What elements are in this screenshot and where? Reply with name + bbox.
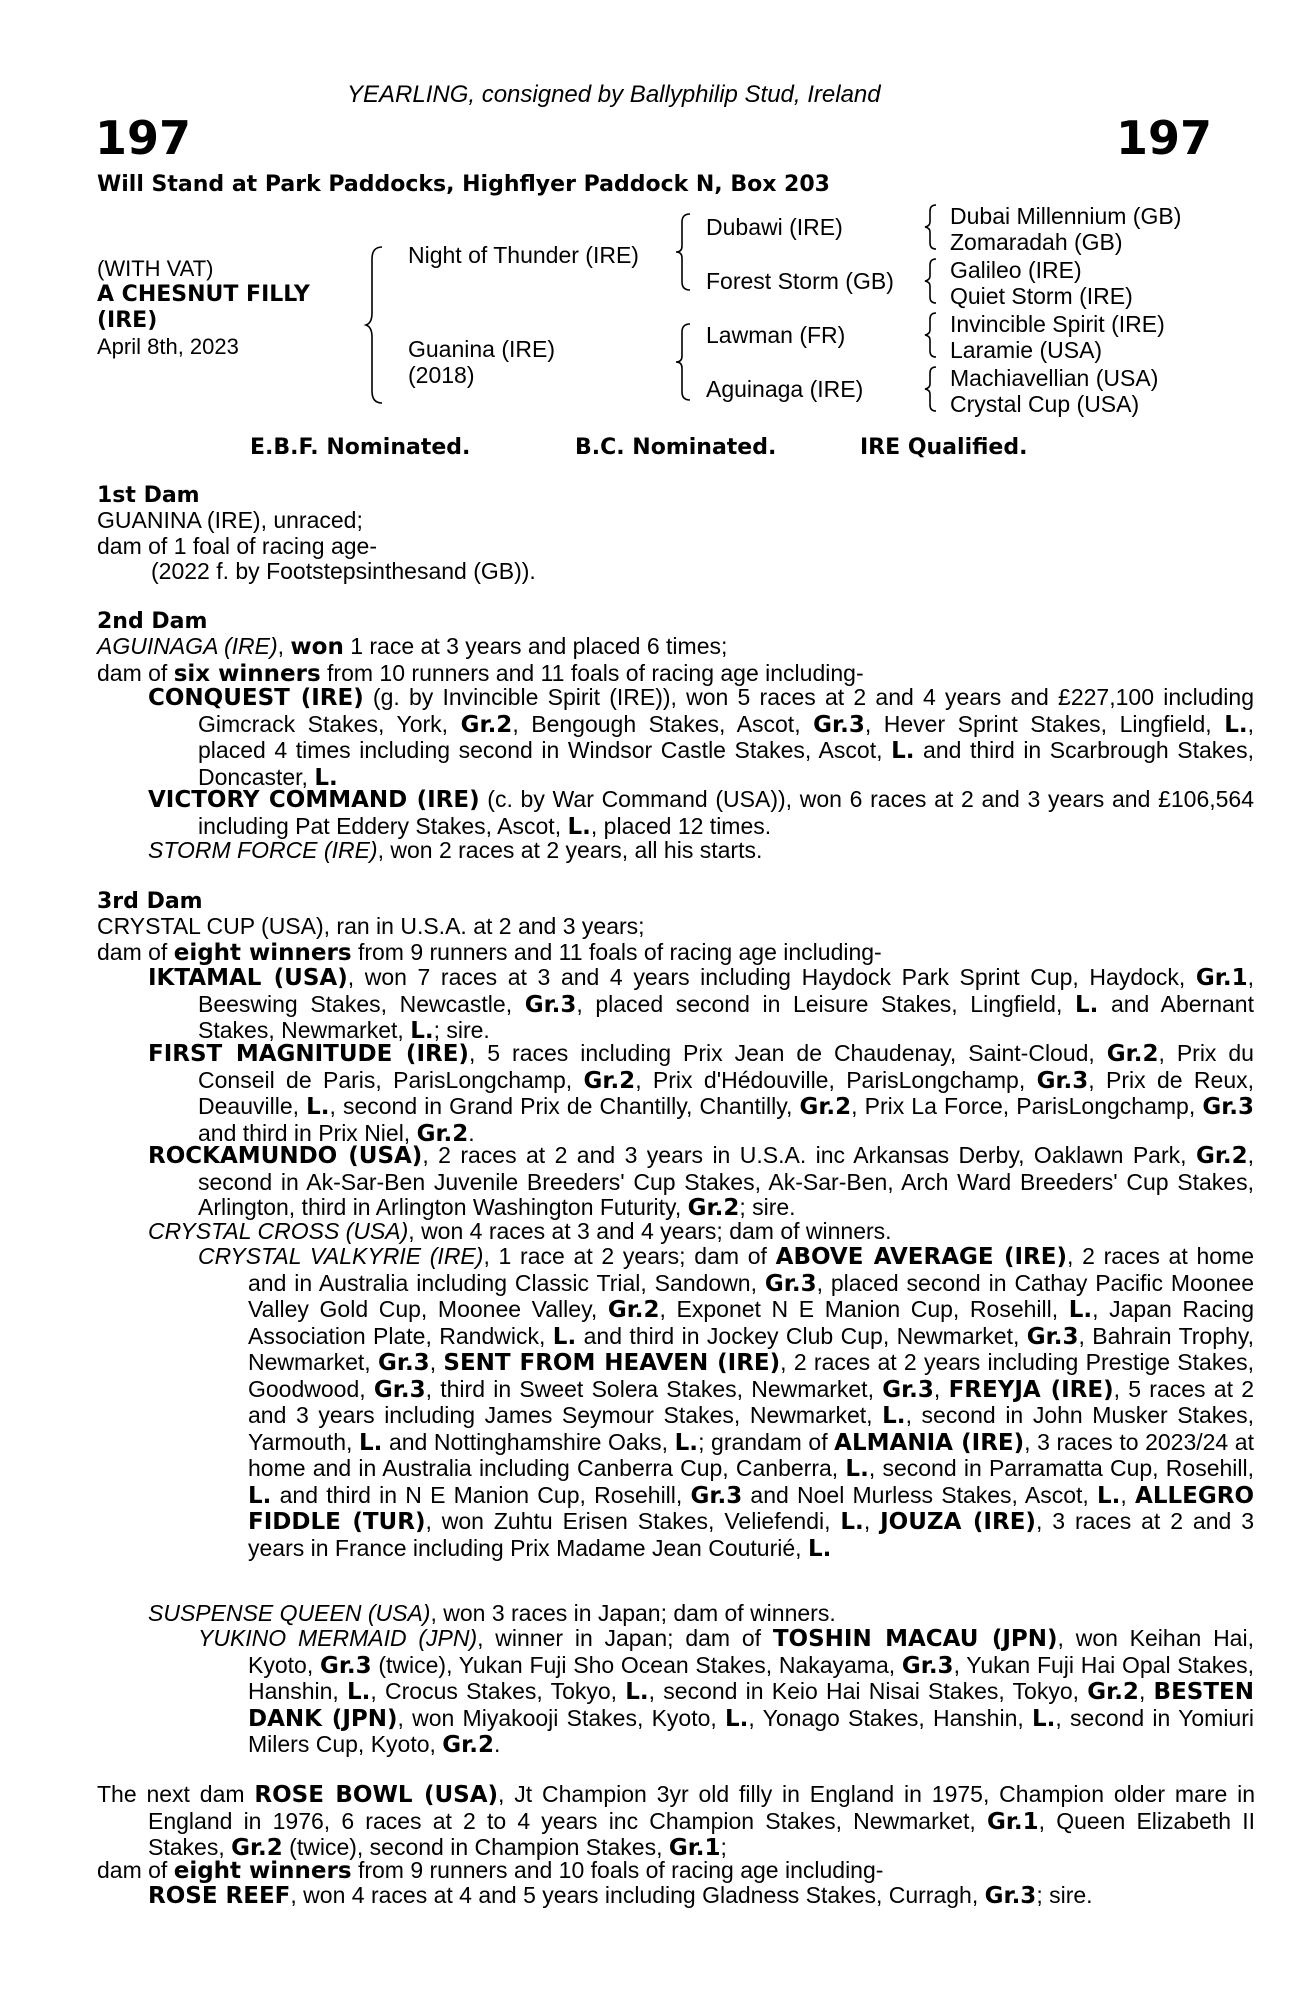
pedigree-dam-dam: Aguinaga (IRE) <box>706 376 864 402</box>
pedigree-sire: Night of Thunder (IRE) <box>408 242 639 268</box>
vat-note: (WITH VAT) <box>97 256 214 281</box>
progeny-suspense-queen: SUSPENSE QUEEN (USA), won 3 races in Japan; dam of winners. <box>148 1600 836 1626</box>
progeny-yukino-mermaid: YUKINO MERMAID (JPN), winner in Japan; dam of TOSHIN MACAU (JPN), won Keihan Hai, Kyoto, Gr.3 (twice), Yukan Fuji Sho Ocean Stakes, Nakayama, Gr.3, Yukan Fuji Hai Opal Stakes, Hanshin, L., Crocus Stakes, Tokyo, L., second in Keio Hai Nisai Stakes, Tokyo, Gr.2, BESTEN DANK (JPN), won Miyakooji Stakes, Kyoto, L., Yonago Stakes, Hanshin, L., second in Yomiuri Milers Cup, Kyoto, Gr.2. <box>198 1625 1255 1758</box>
foaling-date: April 8th, 2023 <box>97 334 239 359</box>
progeny-storm-force: STORM FORCE (IRE), won 2 races at 2 years, all his starts. <box>148 837 763 863</box>
next-dam-summary: dam of eight winners from 9 runners and 10 foals of racing age including- <box>97 1857 884 1884</box>
first-dam-heading: 1st Dam <box>97 483 200 508</box>
pedigree-dam-sire: Lawman (FR) <box>706 322 846 348</box>
pedigree-gg-2: Zomaradah (GB) <box>950 229 1123 255</box>
horse-description <box>97 256 310 360</box>
pedigree-sire-dam: Forest Storm (GB) <box>706 268 894 294</box>
pedigree-gg-1: Dubai Millennium (GB) <box>950 203 1182 229</box>
progeny-iktamal: IKTAMAL (USA), won 7 races at 3 and 4 years including Haydock Park Sprint Cup, Haydock, Gr.1, Beeswing Stakes, Newcastle, Gr.3, placed second in Leisure Stakes, Lingfield, L. and Abernant Stakes, Newmarket, L.; sire. <box>148 964 1254 1044</box>
pedigree-gg-5: Invincible Spirit (IRE) <box>950 311 1165 337</box>
progeny-conquest: CONQUEST (IRE) (g. by Invincible Spirit (IRE)), won 5 races at 2 and 4 years and £227,100 including Gimcrack Stakes, York, Gr.2, Bengough Stakes, Ascot, Gr.3, Hever Sprint Stakes, Lingfield, L., placed 4 times including second in Windsor Castle Stakes, Ascot, L. and third in Scarbrough Stakes, Doncaster, L. <box>148 684 1254 791</box>
pedigree-dam <box>408 336 555 388</box>
progeny-rockamundo: ROCKAMUNDO (USA), 2 races at 2 and 3 years in U.S.A. inc Arkansas Derby, Oaklawn Park, Gr.2, second in Ak-Sar-Ben Juvenile Breeders' Cup Stakes, Ak-Sar-Ben, Arch Ward Breeders' Cup Stakes, Arlington, third in Arlington Washington Futurity, Gr.2; sire. <box>148 1142 1255 1221</box>
pedigree-dam-year: (2018) <box>408 362 475 388</box>
horse-title-country: (IRE) <box>97 308 158 333</box>
first-dam-text: GUANINA (IRE), unraced; dam of 1 foal of racing age- (2022 f. by Footstepsinthesand (GB)). <box>97 507 536 584</box>
lot-number-right: 197 <box>1116 111 1213 165</box>
pedigree-brace-dam <box>676 322 696 402</box>
pedigree-dam-name: Guanina (IRE) <box>408 336 556 362</box>
pedigree-sire-sire: Dubawi (IRE) <box>706 214 843 240</box>
pedigree-gg-8: Crystal Cup (USA) <box>950 391 1140 417</box>
bc-nomination: B.C. Nominated. <box>575 435 777 460</box>
progeny-crystal-valkyrie: CRYSTAL VALKYRIE (IRE), 1 race at 2 years; dam of ABOVE AVERAGE (IRE), 2 races at home and in Australia including Classic Trial, Sandown, Gr.3, placed second in Cathay Pacific Moonee Valley Gold Cup, Moonee Valley, Gr.2, Exponet N E Manion Cup, Rosehill, L., Japan Racing Association Plate, Randwick, L. and third in Jockey Club Cup, Newmarket, Gr.3, Bahrain Trophy, Newmarket, Gr.3, SENT FROM HEAVEN (IRE), 2 races at 2 years including Prestige Stakes, Goodwood, Gr.3, third in Sweet Solera Stakes, Newmarket, Gr.3, FREYJA (IRE), 5 races at 2 and 3 years including James Seymour Stakes, Newmarket, L., second in John Musker Stakes, Yarmouth, L. and Nottinghamshire Oaks, L.; grandam of ALMANIA (IRE), 3 races to 2023/24 at home and in Australia including Canberra Cup, Canberra, L., second in Parramatta Cup, Rosehill, L. and third in N E Manion Cup, Rosehill, Gr.3 and Noel Murless Stakes, Ascot, L., ALLEGRO FIDDLE (TUR), won Zuhtu Erisen Stakes, Veliefendi, L., JOUZA (IRE), 3 races at 2 and 3 years in France including Prix Madame Jean Couturié, L. <box>198 1243 1255 1562</box>
second-dam-intro: AGUINAGA (IRE), won 1 race at 3 years and placed 6 times; dam of six winners from 10 runners and 11 foals of racing age including- <box>97 633 864 687</box>
pedigree-brace-sire <box>676 212 696 292</box>
pedigree-gg-6: Laramie (USA) <box>950 337 1103 363</box>
pedigree-brace-g1 <box>924 204 940 250</box>
second-dam-heading: 2nd Dam <box>97 609 208 634</box>
lot-number-left: 197 <box>95 111 192 165</box>
progeny-victory-command: VICTORY COMMAND (IRE) (c. by War Command (USA)), won 6 races at 2 and 3 years and £106,564 including Pat Eddery Stakes, Ascot, L., placed 12 times. <box>148 786 1255 840</box>
third-dam-heading: 3rd Dam <box>97 889 203 914</box>
pedigree-brace-main <box>368 245 388 405</box>
pedigree-gg-3: Galileo (IRE) <box>950 257 1082 283</box>
horse-title: A CHESNUT FILLY <box>97 282 310 307</box>
pedigree-brace-g2 <box>924 258 940 304</box>
third-dam-intro: CRYSTAL CUP (USA), ran in U.S.A. at 2 and 3 years; dam of eight winners from 9 runners and 11 foals of racing age including- <box>97 913 882 966</box>
ebf-nomination: E.B.F. Nominated. <box>250 435 471 460</box>
next-dam-rose-bowl: The next dam ROSE BOWL (USA), Jt Champion 3yr old filly in England in 1975, Champion older mare in England in 1976, 6 races at 2 to 4 years inc Champion Stakes, Newmarket, Gr.1, Queen Elizabeth II Stakes, Gr.2 (twice), second in Champion Stakes, Gr.1; <box>97 1781 1255 1861</box>
ire-qualification: IRE Qualified. <box>860 435 1028 460</box>
progeny-first-magnitude: FIRST MAGNITUDE (IRE), 5 races including Prix Jean de Chaudenay, Saint-Cloud, Gr.2, Prix du Conseil de Paris, ParisLongchamp, Gr.2, Prix d'Hédouville, ParisLongchamp, Gr.3, Prix de Reux, Deauville, L., second in Grand Prix de Chantilly, Chantilly, Gr.2, Prix La Force, ParisLongchamp, Gr.3 and third in Prix Niel, Gr.2. <box>148 1040 1254 1147</box>
pedigree-brace-g4 <box>924 366 940 412</box>
progeny-crystal-cross: CRYSTAL CROSS (USA), won 4 races at 3 and 4 years; dam of winners. <box>148 1218 892 1244</box>
pedigree-brace-g3 <box>924 312 940 358</box>
pedigree-gg-4: Quiet Storm (IRE) <box>950 283 1133 309</box>
progeny-rose-reef: ROSE REEF, won 4 races at 4 and 5 years including Gladness Stakes, Curragh, Gr.3; sire. <box>148 1882 1093 1909</box>
pedigree-gg-7: Machiavellian (USA) <box>950 365 1159 391</box>
consignment-line: YEARLING, consigned by Ballyphilip Stud, Ireland <box>347 81 881 108</box>
stand-location: Will Stand at Park Paddocks, Highflyer Paddock N, Box 203 <box>97 172 830 197</box>
